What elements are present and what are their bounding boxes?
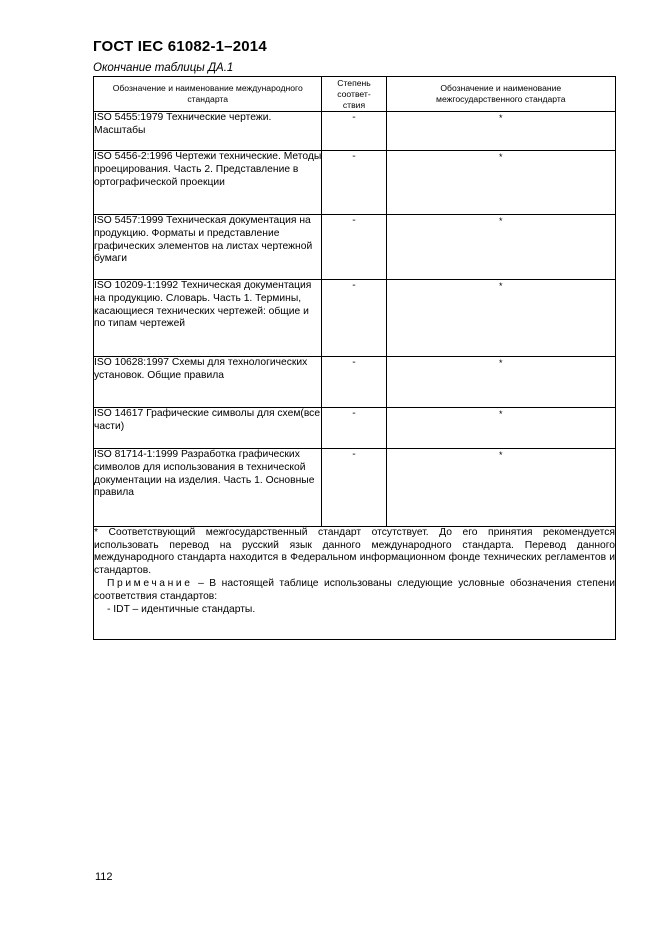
footnote-asterisk: * <box>499 113 503 123</box>
cell-interstate-standard <box>386 215 615 280</box>
cell-interstate-standard <box>386 357 615 408</box>
standards-table <box>93 76 616 640</box>
cell-degree: - <box>322 215 386 280</box>
note-text: – В настоящей таблице использованы следующие условные обозначения степени соответствия стандартов: <box>94 578 615 602</box>
table-row <box>94 112 616 151</box>
header-interstate-standard: Обозначение и наименование межгосударственного стандарта <box>386 77 615 112</box>
cell-international-standard: ISO 14617 Графические символы для схем(все части) <box>94 408 322 449</box>
note-label: Примечание <box>107 578 193 590</box>
page-number: 112 <box>95 871 113 883</box>
header-degree-of-conformity: Степень соответ-ствия <box>322 77 386 112</box>
table-header-row <box>94 77 616 112</box>
header-international-standard: Обозначение и наименование международного стандарта <box>94 77 322 112</box>
cell-degree: - <box>322 112 386 151</box>
cell-degree: - <box>322 280 386 357</box>
footnote-asterisk: * <box>499 450 503 460</box>
asterisk-footnote: * Соответствующий межгосударственный стандарт отсутствует. До его принятия рекомендуется использовать перевод на русский язык данного международного стандарта. Перевод данного международного стандарта находится в Федеральном информационном фонде технических регламентов и стандартов. <box>94 527 615 576</box>
table-row <box>94 357 616 408</box>
cell-degree: - <box>322 449 386 527</box>
cell-interstate-standard <box>386 449 615 527</box>
table-row <box>94 215 616 280</box>
footnote-asterisk: * <box>499 358 503 368</box>
idt-definition: - IDT – идентичные стандарты. <box>107 603 256 615</box>
cell-interstate-standard <box>386 151 615 215</box>
cell-international-standard: ISO 5456-2:1996 Чертежи технические. Методы проецирования. Часть 2. Представление в ортографической проекции <box>94 151 322 215</box>
table-row <box>94 151 616 215</box>
footnote-asterisk: * <box>499 409 503 419</box>
cell-degree: - <box>322 151 386 215</box>
cell-international-standard: ISO 10628:1997 Схемы для технологических установок. Общие правила <box>94 357 322 408</box>
footnote-asterisk: * <box>499 281 503 291</box>
cell-interstate-standard <box>386 408 615 449</box>
table-row <box>94 449 616 527</box>
footnote-asterisk: * <box>499 152 503 162</box>
footnote-asterisk: * <box>499 216 503 226</box>
cell-international-standard: ISO 5457:1999 Техническая документация на продукцию. Форматы и представление графических элементов на листах чертежной бумаги <box>94 215 322 280</box>
cell-interstate-standard <box>386 112 615 151</box>
table-row <box>94 408 616 449</box>
cell-degree: - <box>322 408 386 449</box>
table-footnote <box>94 527 616 640</box>
cell-international-standard: ISO 5455:1979 Технические чертежи. Масштабы <box>94 112 322 151</box>
cell-degree: - <box>322 357 386 408</box>
table-footnote-row <box>94 527 616 640</box>
cell-interstate-standard <box>386 280 615 357</box>
cell-international-standard: ISO 10209-1:1992 Техническая документация на продукцию. Словарь. Часть 1. Термины, касающиеся технических чертежей: общие и по типам чертежей <box>94 280 322 357</box>
table-caption: Окончание таблицы ДА.1 <box>93 62 234 74</box>
table-row <box>94 280 616 357</box>
cell-international-standard: ISO 81714-1:1999 Разработка графических символов для использования в технической документации на изделия. Часть 1. Основные правила <box>94 449 322 527</box>
note-paragraph <box>94 578 615 603</box>
document-title: ГОСТ IEC 61082-1–2014 <box>93 38 267 55</box>
